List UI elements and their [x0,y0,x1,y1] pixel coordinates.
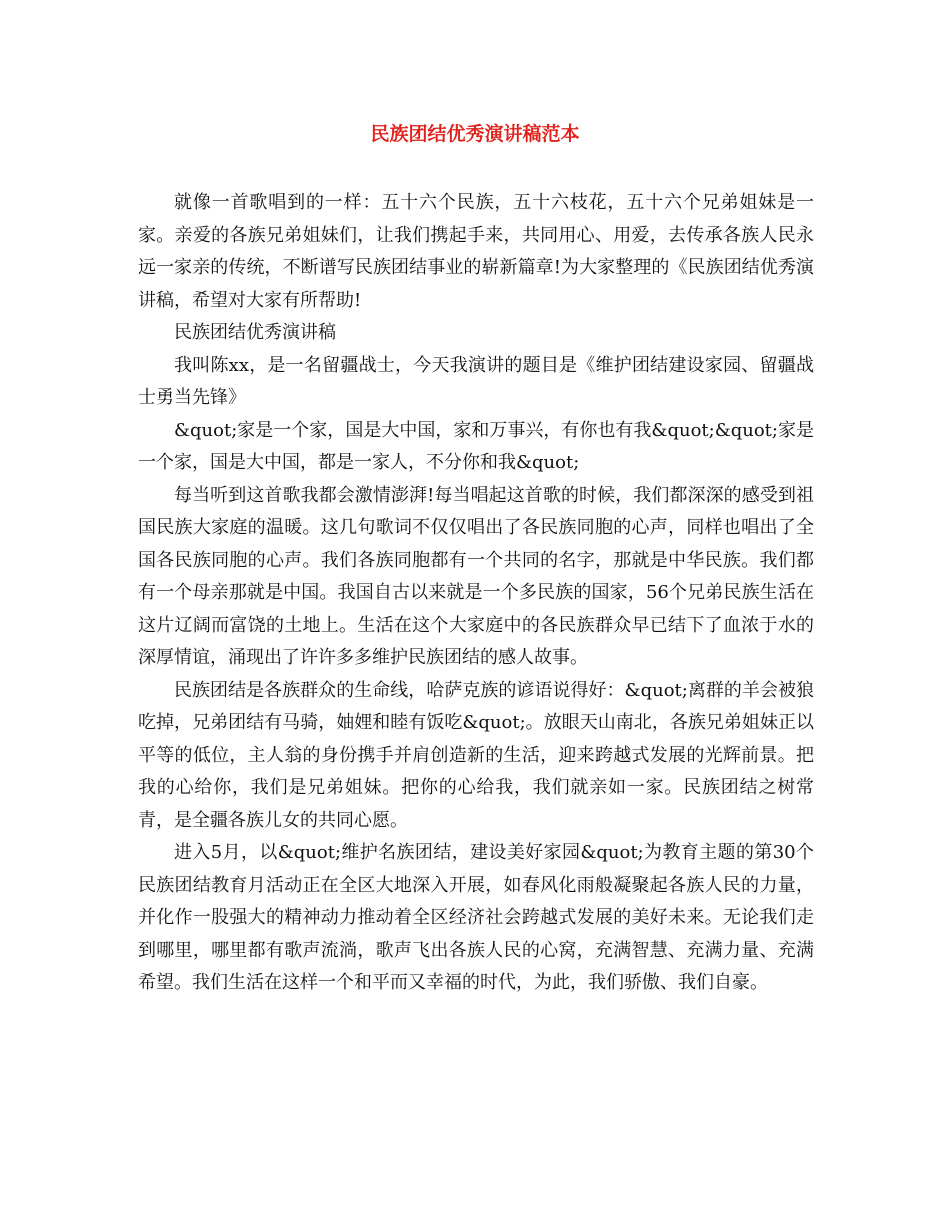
paragraph-speaker-intro: 我叫陈xx，是一名留疆战士，今天我演讲的题目是《维护团结建设家园、留疆战士勇当先锋》 [138,354,814,408]
document-title: 民族团结优秀演讲稿范本 [370,123,580,145]
paragraph-subheading: 民族团结优秀演讲稿 [174,322,336,343]
paragraph-feelings: 每当听到这首歌我都会激情澎湃!每当唱起这首歌的时候，我们都深深的感受到祖国民族大家庭的温暖。这几句歌词不仅仅唱出了各民族同胞的心声，同样也唱出了全国各民族同胞的心声。我们各族同胞都有一个共同的名字，那就是中华民族。我们都有一个母亲那就是中国。我国自古以来就是一个多民族的国家，56个兄弟民族生活在这片辽阔而富饶的土地上。生活在这个大家庭中的各民族群众早已结下了血浓于水的深厚情谊，涌现出了许许多多维护民族团结的感人故事。 [138,484,814,668]
document-body [138,187,814,1000]
paragraph-intro: 就像一首歌唱到的一样：五十六个民族，五十六枝花，五十六个兄弟姐妹是一家。亲爱的各族兄弟姐妹们，让我们携起手来，共同用心、用爱，去传承各族人民永远一家亲的传统，不断谱写民族团结事业的崭新篇章!为大家整理的《民族团结优秀演讲稿，希望对大家有所帮助! [138,192,814,311]
paragraph-unity: 民族团结是各族群众的生命线，哈萨克族的谚语说得好：&quot;离群的羊会被狼吃掉，兄弟团结有马骑，妯娌和睦有饭吃&quot;。放眼天山南北，各族兄弟姐妹正以平等的低位，主人翁的身份携手并肩创造新的生活，迎来跨越式发展的光辉前景。把我的心给你，我们是兄弟姐妹。把你的心给我，我们就亲如一家。民族团结之树常青，是全疆各族儿女的共同心愿。 [138,679,814,831]
paragraph-song-lyrics: &quot;家是一个家，国是大中国，家和万事兴，有你也有我&quot;&quot;家是一个家，国是大中国，都是一家人，不分你和我&quot; [138,419,814,473]
paragraph-education-month: 进入5月，以&quot;维护名族团结，建设美好家园&quot;为教育主题的第30个民族团结教育月活动正在全区大地深入开展，如春风化雨般凝聚起各族人民的力量，并化作一股强大的精神动力推动着全区经济社会跨越式发展的美好未来。无论我们走到哪里，哪里都有歌声流淌，歌声飞出各族人民的心窝，充满智慧、充满力量、充满希望。我们生活在这样一个和平而又幸福的时代，为此，我们骄傲、我们自豪。 [138,842,814,993]
